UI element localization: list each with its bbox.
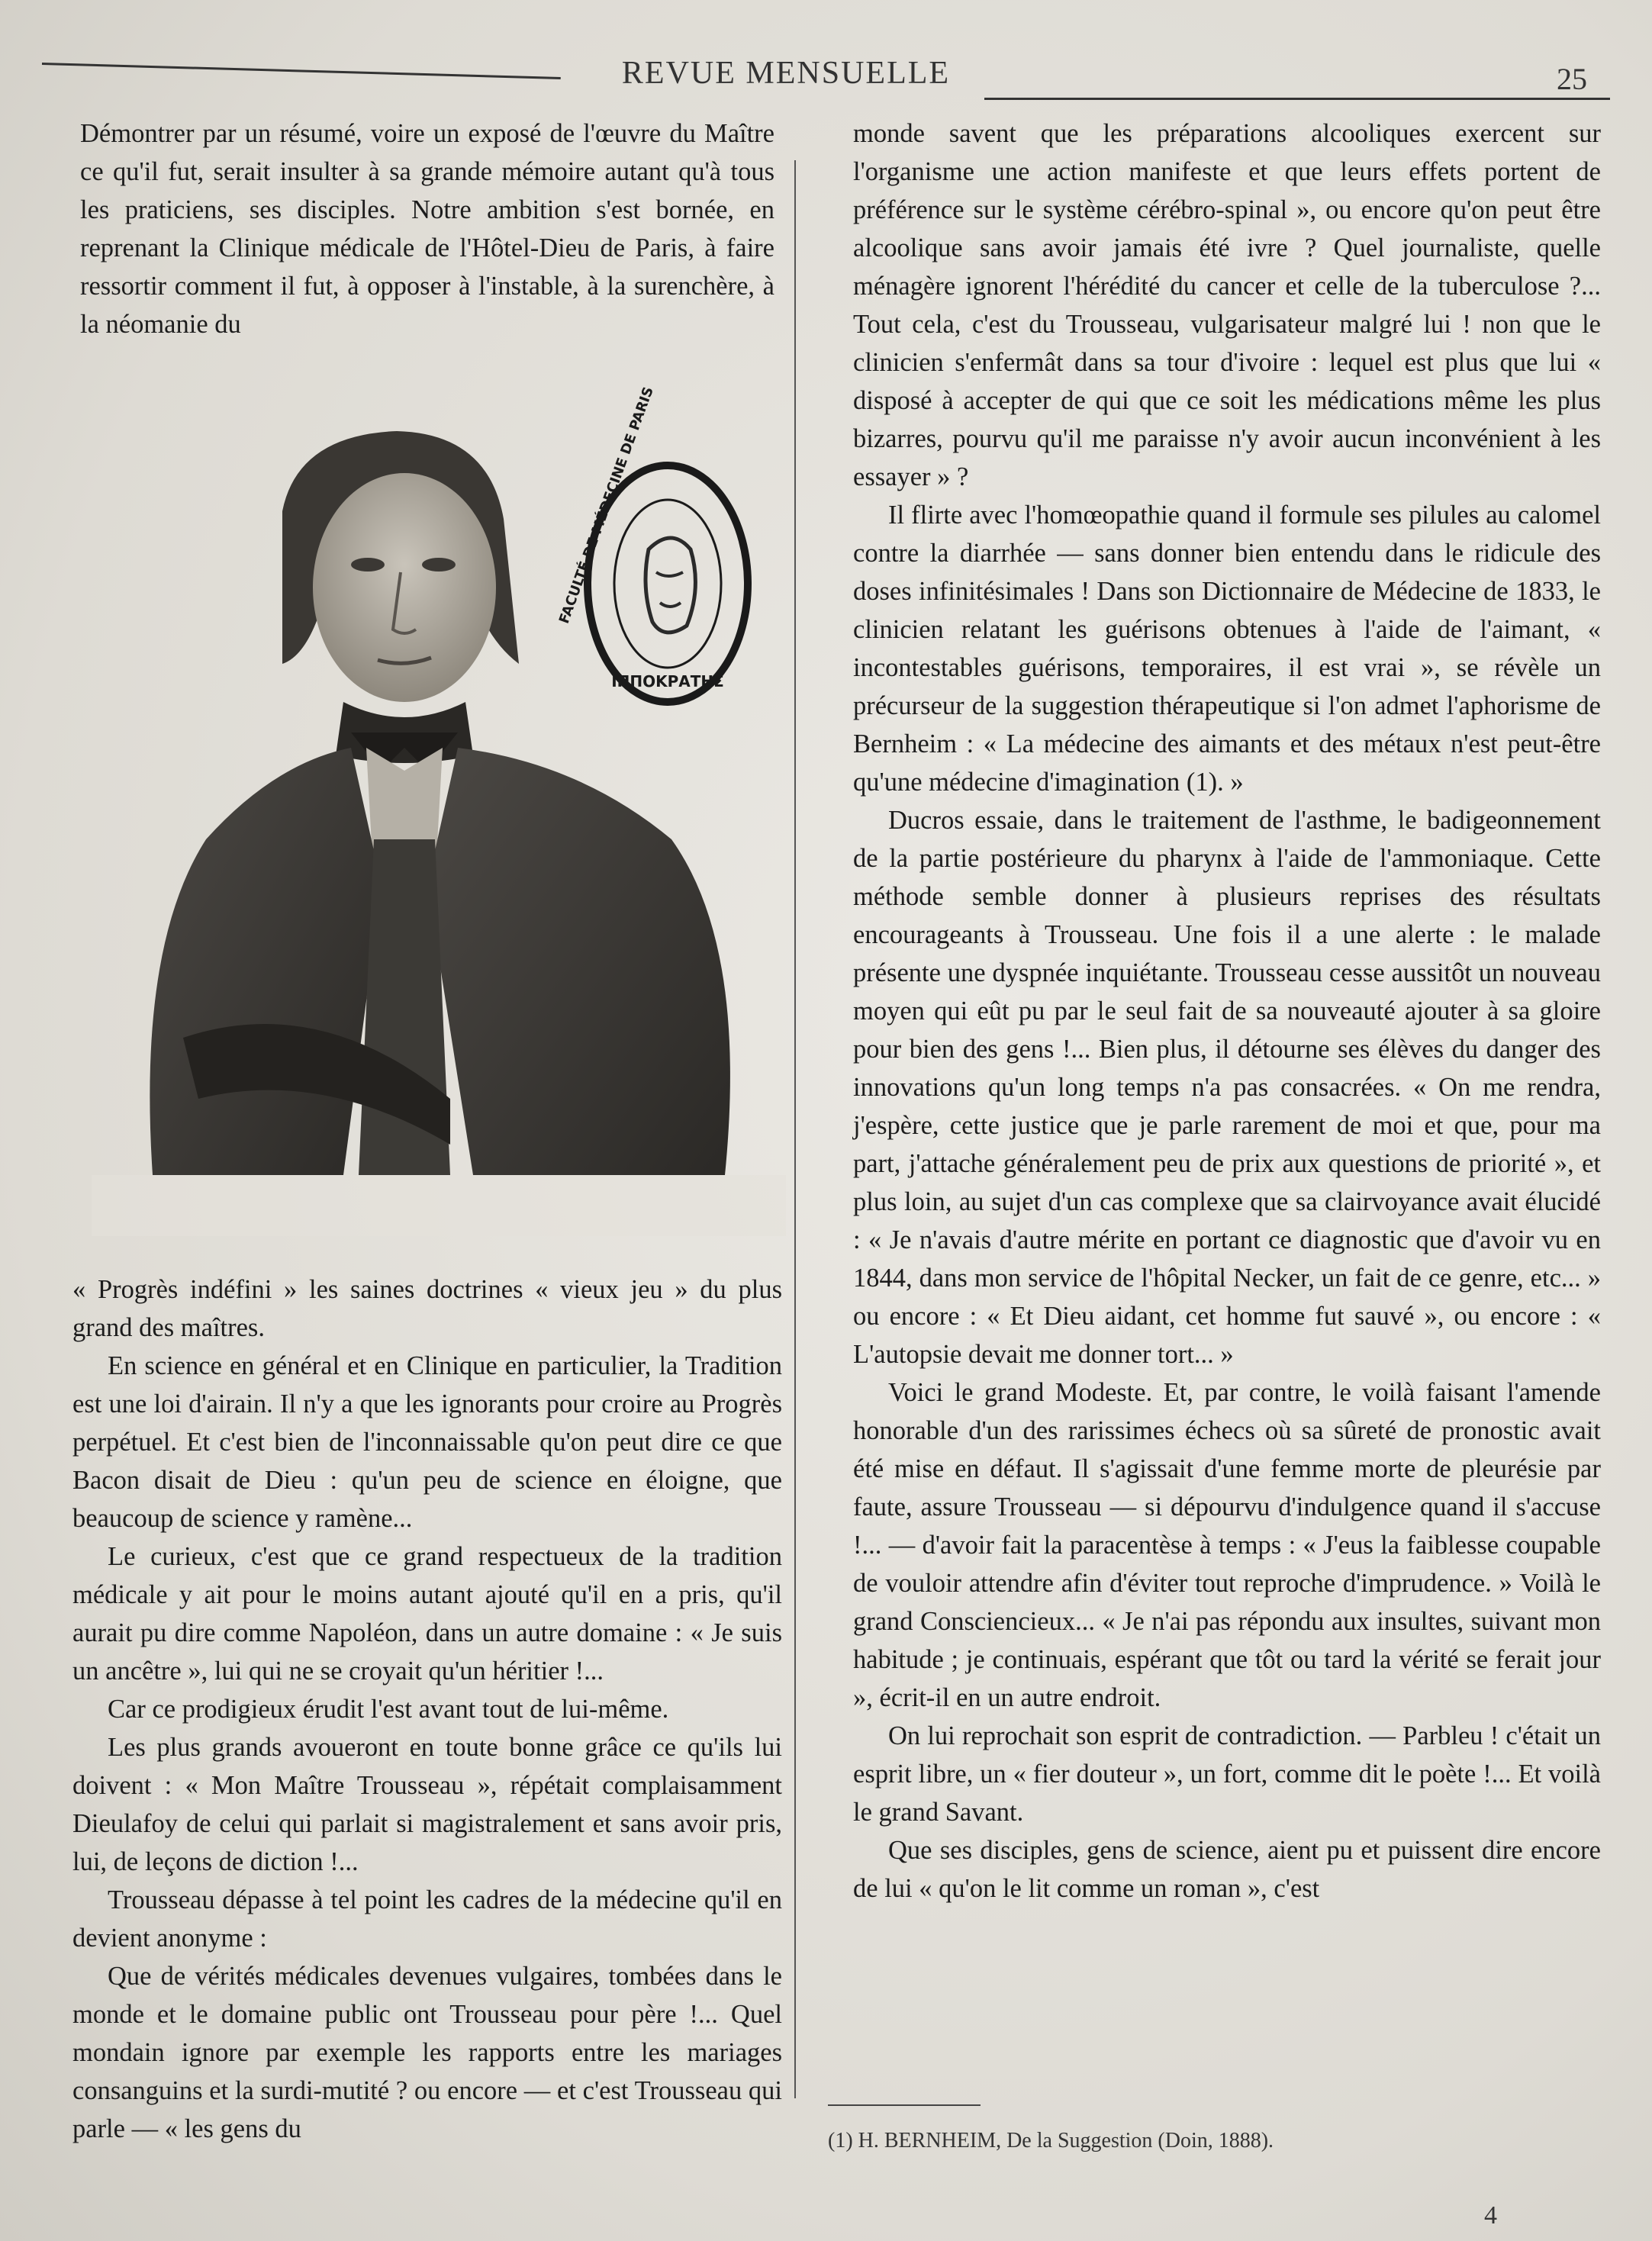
paragraph: « Progrès indéfini » les saines doctrines « vieux jeu » du plus grand des maîtres.	[72, 1275, 782, 1342]
paragraph: Le curieux, c'est que ce grand respectueux de la tradition médicale y ait pour le moins autant ajouté qu'il en a pris, qu'il aurait pu dire comme Napoléon, dans un autre domaine : « Je suis un ancêtre », lui qui ne se croyait qu'un héritier !...	[72, 1542, 782, 1686]
page-number: 25	[1557, 62, 1587, 96]
footnote: (1) H. BERNHEIM, De la Suggestion (Doin, 1888).	[828, 2129, 1274, 2152]
paragraph: On lui reprochait son esprit de contradiction. — Parbleu ! c'était un esprit libre, un « fier douteur », un fort, comme dit le poète !... Et voilà le grand Savant.	[853, 1721, 1601, 1827]
stamp-ring-text: FACULTÉ DE MÉDECINE DE PARIS	[555, 385, 657, 626]
column-divider	[794, 160, 796, 2098]
paragraph: Que ses disciples, gens de science, aient pu et puissent dire encore de lui « qu'on le lit comme un roman », c'est	[853, 1836, 1601, 1903]
library-stamp	[555, 385, 755, 710]
right-column	[853, 114, 1601, 1908]
bottom-mark: 4	[1484, 2201, 1497, 2230]
header-rule	[984, 98, 1610, 100]
footnote-rule	[828, 2104, 981, 2106]
paragraph: Il flirte avec l'homœopathie quand il formule ses pilules au calomel contre la diarrhée — sans donner bien entendu dans le ridicule des doses infinitésimales ! Dans son Dictionnaire de Médecine de 1833, le clinicien relatant les guérisons obtenues à l'aide de l'aimant, « incontestables guérisons, temporaires, il est vrai », se révèle un précurseur de la suggestion thérapeutique si l'on admet l'aphorisme de Bernheim : « La médecine des aimants et des métaux n'est peut-être qu'une médecine d'imagination (1). »	[853, 501, 1601, 797]
left-column-top	[80, 114, 774, 343]
paragraph: Démontrer par un résumé, voire un exposé de l'œuvre du Maître ce qu'il fut, serait insulter à sa grande mémoire autant qu'à tous les praticiens, ses disciples. Notre ambition s'est bornée, en reprenant la Clinique médicale de l'Hôtel-Dieu de Paris, à faire ressortir comment il fut, à opposer à l'instable, à la surenchère, à la néomanie du	[80, 119, 774, 339]
left-column-bottom	[72, 1270, 782, 2148]
paragraph: Que de vérités médicales devenues vulgaires, tombées dans le monde et le domaine public ont Trousseau pour père !... Quel mondain ignore par exemple les rapports entre les mariages consanguins et la surdi-mutité ? ou encore — et c'est Trousseau qui parle — « les gens du	[72, 1962, 782, 2143]
header-rule	[42, 63, 561, 79]
stamp-bottom-text: ΙΠΠΟΚΡΑΤΗΣ	[611, 672, 724, 691]
paragraph: Car ce prodigieux érudit l'est avant tout de lui-même.	[108, 1695, 669, 1724]
running-head: REVUE MENSUELLE	[621, 56, 951, 91]
paragraph: Ducros essaie, dans le traitement de l'asthme, le badigeonnement de la partie postérieure du pharynx à l'aide de l'ammoniaque. Cette méthode semble donner à plusieurs reprises des résultats encourageants à Trousseau. Une fois il a une alerte : le malade présente une dyspnée inquiétante. Trousseau cesse aussitôt un nouveau moyen qui eût pu par le seul fait de sa nouveauté ajouter à sa gloire pour bien des gens !... Bien plus, il détourne ses élèves du danger des innovations qu'un long temps n'a pas consacrées. « On me rendra, j'espère, cette justice que je parle rarement de moi et que, pour ma part, j'attache généralement peu de prix aux questions de priorité », et plus loin, au sujet d'un cas complexe que sa clairvoyance avait élucidé : « Je n'avais d'autre mérite en portant ce diagnostic que d'avoir vu en 1844, dans mon service de l'hôpital Necker, un fait de ce genre, etc... » ou encore : « Et Dieu aidant, cet homme fut sauvé », ou encore : « L'autopsie devait me donner tort... »	[853, 806, 1601, 1369]
paragraph: monde savent que les préparations alcooliques exercent sur l'organisme une action manifeste et que leurs effets portent de préférence sur le système cérébro-spinal », ou encore qu'on peut être alcoolique sans avoir jamais été ivre ? Quel journaliste, quelle ménagère ignorent l'hérédité du cancer et celle de la tuberculose ?... Tout cela, c'est du Trousseau, vulgarisateur malgré lui ! non que le clinicien s'enfermât dans sa tour d'ivoire : lequel est plus que lui « disposé à accepter de qui que ce soit les médications même les plus bizarres, pourvu qu'il me paraisse n'y avoir aucun inconvénient à les essayer » ?	[853, 119, 1601, 491]
paragraph: Les plus grands avoueront en toute bonne grâce ce qu'ils lui doivent : « Mon Maître Trousseau », répétait complaisamment Dieulafoy de celui qui parlait si magistralement et sans avoir pris, lui, de leçons de diction !...	[72, 1733, 782, 1876]
paragraph: En science en général et en Clinique en particulier, la Tradition est une loi d'airain. Il n'y a que les ignorants pour croire au Progrès perpétuel. Et c'est bien de l'inconnaissable qu'on peut dire ce que Bacon disait de Dieu : qu'un peu de science en éloigne, que beaucoup de science y ramène...	[72, 1351, 782, 1533]
paragraph: Trousseau dépasse à tel point les cadres de la médecine qu'il en devient anonyme :	[72, 1885, 782, 1953]
paragraph: Voici le grand Modeste. Et, par contre, le voilà faisant l'amende honorable d'un des rarissimes échecs où sa sûreté de pronostic avait été mise en défaut. Il s'agissait d'une femme morte de pleurésie par faute, assure Trousseau — si dépourvu d'indulgence quand il s'accuse !... — d'avoir fait la paracentèse à temps : « J'eus la faiblesse coupable de vouloir attendre afin d'éviter tout reproche d'imprudence. » Voilà le grand Consciencieux... « Je n'ai pas répondu aux insultes, suivant mon habitude ; je continuais, espérant que tôt ou tard la vérité se ferait jour », écrit-il en un autre endroit.	[853, 1378, 1601, 1712]
